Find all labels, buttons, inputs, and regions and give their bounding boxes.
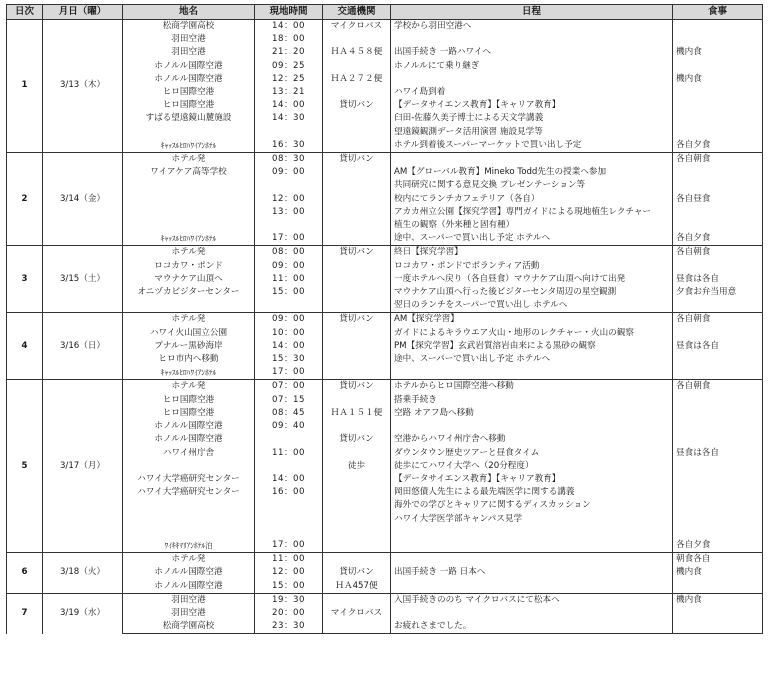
- header-schedule: 日程: [391, 5, 673, 20]
- transport-cell: [323, 232, 391, 246]
- time-cell: 14：00: [255, 20, 323, 34]
- meal-cell: [673, 460, 763, 473]
- table-row: [7, 153, 763, 167]
- place-cell: [123, 299, 255, 313]
- day-number: 1: [7, 20, 43, 153]
- time-cell: 09：00: [255, 313, 323, 327]
- schedule-cell: [391, 580, 673, 594]
- place-cell: ホノルル国際空港: [123, 60, 255, 73]
- time-cell: [255, 179, 323, 192]
- place-cell: ホノルル国際空港: [123, 420, 255, 433]
- place-cell: [123, 126, 255, 139]
- transport-cell: [323, 394, 391, 407]
- place-cell: ハワイ火山国立公園: [123, 327, 255, 340]
- time-cell: 16：00: [255, 486, 323, 499]
- itinerary-table: [6, 4, 763, 634]
- schedule-cell: マウナケア山頂へ行った後ビジターセンタ周辺の星空観測: [391, 286, 673, 299]
- transport-cell: [323, 473, 391, 486]
- time-cell: [255, 499, 323, 512]
- place-cell: ホテル発: [123, 553, 255, 567]
- schedule-cell: [391, 366, 673, 380]
- meal-cell: [673, 86, 763, 99]
- meal-cell: [673, 420, 763, 433]
- schedule-cell: ダウンタウン歴史ツアーと昼食タイム: [391, 447, 673, 460]
- meal-cell: [673, 499, 763, 512]
- transport-cell: [323, 166, 391, 179]
- transport-cell: [323, 33, 391, 46]
- transport-cell: [323, 179, 391, 192]
- transport-cell: 貸切バン: [323, 246, 391, 260]
- time-cell: 13：21: [255, 86, 323, 99]
- schedule-cell: ロコカワ・ポンドでボランティア活動: [391, 260, 673, 273]
- meal-cell: [673, 219, 763, 232]
- time-cell: 08：00: [255, 246, 323, 260]
- transport-cell: ＨＡ457便: [323, 580, 391, 594]
- transport-cell: [323, 60, 391, 73]
- time-cell: [255, 126, 323, 139]
- transport-cell: [323, 219, 391, 232]
- table-row: [7, 313, 763, 327]
- meal-cell: [673, 366, 763, 380]
- place-cell: [123, 499, 255, 512]
- schedule-cell: 終日【探究学習】: [391, 246, 673, 260]
- schedule-cell: ガイドによるキラウエア火山・地形のレクチャー・火山の観察: [391, 327, 673, 340]
- meal-cell: [673, 486, 763, 499]
- time-cell: 11：00: [255, 273, 323, 286]
- schedule-cell: 出国手続き 一路ハワイへ: [391, 46, 673, 59]
- meal-cell: 各自朝食: [673, 246, 763, 260]
- meal-cell: 各自昼食: [673, 193, 763, 206]
- schedule-cell: [391, 153, 673, 167]
- meal-cell: [673, 607, 763, 620]
- schedule-cell: 【データサイエンス教育】【キャリア教育】: [391, 99, 673, 112]
- schedule-cell: ホテル到着後スーパーマーケットで買い出し予定: [391, 139, 673, 153]
- meal-cell: 各自朝食: [673, 153, 763, 167]
- time-cell: 10：00: [255, 327, 323, 340]
- meal-cell: 機内食: [673, 46, 763, 59]
- place-cell: ｷｬｯｽﾙﾋﾛﾊﾜｲｱﾝﾎﾃﾙ: [123, 366, 255, 380]
- schedule-cell: AM【探究学習】: [391, 313, 673, 327]
- schedule-cell: 共同研究に関する意見交換 プレゼンテーション等: [391, 179, 673, 192]
- place-cell: プナルー黒砂海岸: [123, 340, 255, 353]
- time-cell: 14：30: [255, 112, 323, 125]
- transport-cell: [323, 593, 391, 607]
- transport-cell: 貸切バン: [323, 566, 391, 579]
- meal-cell: [673, 166, 763, 179]
- transport-cell: 貸切バン: [323, 433, 391, 446]
- meal-cell: 機内食: [673, 73, 763, 86]
- meal-cell: [673, 620, 763, 634]
- transport-cell: [323, 139, 391, 153]
- schedule-cell: PM【探究学習】玄武岩質溶岩由来による黒砂の観察: [391, 340, 673, 353]
- meal-cell: [673, 526, 763, 539]
- schedule-cell: 植生の観察（外来種と固有種）: [391, 219, 673, 232]
- meal-cell: [673, 179, 763, 192]
- place-cell: [123, 219, 255, 232]
- place-cell: ホテル発: [123, 380, 255, 394]
- schedule-cell: 学校から羽田空港へ: [391, 20, 673, 34]
- schedule-cell: 途中、スーパーで買い出し予定 ホテルへ: [391, 353, 673, 366]
- time-cell: 11：00: [255, 553, 323, 567]
- meal-cell: 各自朝食: [673, 313, 763, 327]
- time-cell: [255, 299, 323, 313]
- time-cell: 17：00: [255, 232, 323, 246]
- transport-cell: [323, 353, 391, 366]
- place-cell: ﾜｲｷｷﾏﾘｱﾝﾎﾃﾙ泊: [123, 539, 255, 553]
- day-number: 6: [7, 553, 43, 594]
- schedule-cell: AM【グローバル教育】Mineko Todd先生の授業へ参加: [391, 166, 673, 179]
- time-cell: 15：00: [255, 580, 323, 594]
- place-cell: ロコカワ・ポンド: [123, 260, 255, 273]
- table-row: [7, 380, 763, 394]
- meal-cell: [673, 353, 763, 366]
- schedule-cell: ハワイ大学医学部キャンパス見学: [391, 513, 673, 526]
- day-number: 2: [7, 153, 43, 246]
- meal-cell: [673, 206, 763, 219]
- meal-cell: 昼食は各自: [673, 273, 763, 286]
- meal-cell: [673, 99, 763, 112]
- schedule-cell: ホテルからヒロ国際空港へ移動: [391, 380, 673, 394]
- place-cell: ホテル発: [123, 246, 255, 260]
- meal-cell: [673, 60, 763, 73]
- schedule-cell: 入国手続きののち マイクロバスにて松本へ: [391, 593, 673, 607]
- time-cell: 12：00: [255, 566, 323, 579]
- day-date: 3/13（木）: [43, 20, 123, 153]
- place-cell: 松商学園高校: [123, 20, 255, 34]
- time-cell: 09：00: [255, 166, 323, 179]
- day-number: 4: [7, 313, 43, 380]
- table-row: [7, 553, 763, 567]
- schedule-cell: 空港からハワイ州庁舎へ移動: [391, 433, 673, 446]
- schedule-cell: 出国手続き 一路 日本へ: [391, 566, 673, 579]
- schedule-cell: 校内にてランチカフェテリア（各自）: [391, 193, 673, 206]
- time-cell: 21：20: [255, 46, 323, 59]
- time-cell: 16：30: [255, 139, 323, 153]
- place-cell: ヒロ国際空港: [123, 394, 255, 407]
- time-cell: [255, 526, 323, 539]
- transport-cell: [323, 206, 391, 219]
- place-cell: [123, 513, 255, 526]
- header-meal: 食事: [673, 5, 763, 20]
- transport-cell: [323, 447, 391, 460]
- place-cell: [123, 179, 255, 192]
- time-cell: [255, 513, 323, 526]
- time-cell: 09：25: [255, 60, 323, 73]
- place-cell: ヒロ国際空港: [123, 407, 255, 420]
- time-cell: 08：30: [255, 153, 323, 167]
- meal-cell: [673, 33, 763, 46]
- schedule-cell: ハワイ島到着: [391, 86, 673, 99]
- schedule-cell: 一度ホテルへ戻り（各自昼食）マウナケア山頂へ向けて出発: [391, 273, 673, 286]
- transport-cell: [323, 420, 391, 433]
- meal-cell: [673, 327, 763, 340]
- transport-cell: [323, 286, 391, 299]
- header-transport: 交通機関: [323, 5, 391, 20]
- time-cell: 12：00: [255, 193, 323, 206]
- time-cell: 09：40: [255, 420, 323, 433]
- place-cell: ヒロ国際空港: [123, 86, 255, 99]
- meal-cell: 夕食お弁当用意: [673, 286, 763, 299]
- day-date: 3/18（火）: [43, 553, 123, 594]
- day-date: 3/19（水）: [43, 593, 123, 634]
- transport-cell: 貸切バン: [323, 380, 391, 394]
- meal-cell: [673, 473, 763, 486]
- transport-cell: [323, 486, 391, 499]
- meal-cell: [673, 433, 763, 446]
- transport-cell: マイクロバス: [323, 20, 391, 34]
- itinerary-body: [7, 20, 763, 634]
- meal-cell: [673, 299, 763, 313]
- time-cell: 07：00: [255, 380, 323, 394]
- schedule-cell: お疲れさまでした。: [391, 620, 673, 634]
- day-number: 3: [7, 246, 43, 313]
- meal-cell: [673, 513, 763, 526]
- day-date: 3/14（金）: [43, 153, 123, 246]
- time-cell: 23：30: [255, 620, 323, 634]
- place-cell: ホノルル国際空港: [123, 73, 255, 86]
- transport-cell: ＨＡ４５８便: [323, 46, 391, 59]
- place-cell: ホテル発: [123, 313, 255, 327]
- time-cell: 14：00: [255, 473, 323, 486]
- place-cell: マウナケア山頂へ: [123, 273, 255, 286]
- meal-cell: [673, 407, 763, 420]
- time-cell: 19：30: [255, 593, 323, 607]
- place-cell: [123, 460, 255, 473]
- transport-cell: 貸切バン: [323, 99, 391, 112]
- time-cell: 15：30: [255, 353, 323, 366]
- meal-cell: [673, 112, 763, 125]
- schedule-cell: [391, 33, 673, 46]
- time-cell: 11：00: [255, 447, 323, 460]
- schedule-cell: 岡田悠債人先生による最先端医学に関する講義: [391, 486, 673, 499]
- day-number: 5: [7, 380, 43, 553]
- transport-cell: [323, 620, 391, 634]
- place-cell: ヒロ市内へ移動: [123, 353, 255, 366]
- place-cell: オニヅカビジターセンター: [123, 286, 255, 299]
- transport-cell: マイクロバス: [323, 607, 391, 620]
- transport-cell: ＨＡ２７２便: [323, 73, 391, 86]
- transport-cell: [323, 553, 391, 567]
- day-date: 3/15（土）: [43, 246, 123, 313]
- place-cell: すばる望遠鏡山麓施設: [123, 112, 255, 125]
- meal-cell: [673, 394, 763, 407]
- schedule-cell: [391, 420, 673, 433]
- place-cell: ｷｬｯｽﾙﾋﾛﾊﾜｲｱﾝﾎﾃﾙ: [123, 139, 255, 153]
- time-cell: [255, 460, 323, 473]
- meal-cell: 昼食は各自: [673, 340, 763, 353]
- meal-cell: [673, 20, 763, 34]
- meal-cell: 各自夕食: [673, 139, 763, 153]
- place-cell: ハワイ州庁舎: [123, 447, 255, 460]
- meal-cell: 機内食: [673, 566, 763, 579]
- meal-cell: 各自夕食: [673, 539, 763, 553]
- schedule-cell: [391, 539, 673, 553]
- time-cell: 17：00: [255, 539, 323, 553]
- schedule-cell: ホノルルにて乗り継ぎ: [391, 60, 673, 73]
- place-cell: ホノルル国際空港: [123, 433, 255, 446]
- schedule-cell: 【データサイエンス教育】【キャリア教育】: [391, 473, 673, 486]
- meal-cell: 朝食各自: [673, 553, 763, 567]
- transport-cell: [323, 112, 391, 125]
- time-cell: 20：00: [255, 607, 323, 620]
- transport-cell: [323, 526, 391, 539]
- schedule-cell: 徒歩にてハワイ大学へ（20分程度）: [391, 460, 673, 473]
- place-cell: 羽田空港: [123, 593, 255, 607]
- place-cell: ホノルル国際空港: [123, 580, 255, 594]
- place-cell: ｷｬｯｽﾙﾋﾛﾊﾜｲｱﾝﾎﾃﾙ: [123, 232, 255, 246]
- place-cell: ホテル発: [123, 153, 255, 167]
- time-cell: 12：25: [255, 73, 323, 86]
- time-cell: [255, 433, 323, 446]
- transport-cell: [323, 273, 391, 286]
- place-cell: [123, 526, 255, 539]
- time-cell: 14：00: [255, 99, 323, 112]
- transport-cell: [323, 499, 391, 512]
- schedule-cell: 海外での学びとキャリアに関するディスカッション: [391, 499, 673, 512]
- time-cell: 13：00: [255, 206, 323, 219]
- transport-cell: 貸切バン: [323, 313, 391, 327]
- place-cell: ハワイ大学癌研究センター: [123, 486, 255, 499]
- day-date: 3/16（日）: [43, 313, 123, 380]
- header-row: [7, 5, 763, 20]
- place-cell: 羽田空港: [123, 607, 255, 620]
- time-cell: 08：45: [255, 407, 323, 420]
- time-cell: 17：00: [255, 366, 323, 380]
- table-row: [7, 593, 763, 607]
- transport-cell: [323, 260, 391, 273]
- place-cell: 松商学園高校: [123, 620, 255, 634]
- transport-cell: 貸切バン: [323, 153, 391, 167]
- meal-cell: 昼食は各自: [673, 447, 763, 460]
- transport-cell: [323, 513, 391, 526]
- transport-cell: [323, 539, 391, 553]
- transport-cell: [323, 366, 391, 380]
- place-cell: [123, 193, 255, 206]
- schedule-cell: 望遠鏡観測データ活用演習 施設見学等: [391, 126, 673, 139]
- schedule-cell: [391, 553, 673, 567]
- header-place: 地名: [123, 5, 255, 20]
- header-date: 月日（曜）: [43, 5, 123, 20]
- schedule-cell: アカカ州立公園【探究学習】専門ガイドによる現地植生レクチャー: [391, 206, 673, 219]
- schedule-cell: 空路 オアフ島へ移動: [391, 407, 673, 420]
- time-cell: 15：00: [255, 286, 323, 299]
- transport-cell: ＨＡ１５１便: [323, 407, 391, 420]
- time-cell: [255, 219, 323, 232]
- meal-cell: [673, 126, 763, 139]
- schedule-cell: [391, 73, 673, 86]
- place-cell: 羽田空港: [123, 46, 255, 59]
- header-time: 現地時間: [255, 5, 323, 20]
- time-cell: 14：00: [255, 340, 323, 353]
- transport-cell: [323, 86, 391, 99]
- time-cell: 09：00: [255, 260, 323, 273]
- place-cell: ホノルル国際空港: [123, 566, 255, 579]
- day-date: 3/17（月）: [43, 380, 123, 553]
- schedule-cell: 搭乗手続き: [391, 394, 673, 407]
- transport-cell: [323, 327, 391, 340]
- meal-cell: [673, 580, 763, 594]
- schedule-cell: 臼田-佐藤久美子博士による天文学講義: [391, 112, 673, 125]
- header-day: 日次: [7, 5, 43, 20]
- table-row: [7, 20, 763, 34]
- place-cell: ヒロ国際空港: [123, 99, 255, 112]
- transport-cell: 徒歩: [323, 460, 391, 473]
- transport-cell: [323, 126, 391, 139]
- schedule-cell: [391, 607, 673, 620]
- transport-cell: [323, 193, 391, 206]
- place-cell: 羽田空港: [123, 33, 255, 46]
- meal-cell: 機内食: [673, 593, 763, 607]
- day-number: 7: [7, 593, 43, 634]
- time-cell: 07：15: [255, 394, 323, 407]
- table-row: [7, 246, 763, 260]
- schedule-cell: [391, 526, 673, 539]
- meal-cell: 各自夕食: [673, 232, 763, 246]
- schedule-cell: 途中、スーパーで買い出し予定 ホテルへ: [391, 232, 673, 246]
- transport-cell: [323, 299, 391, 313]
- transport-cell: [323, 340, 391, 353]
- place-cell: [123, 206, 255, 219]
- place-cell: ハワイ大学癌研究センター: [123, 473, 255, 486]
- schedule-cell: 翌日のランチをスーパーで買い出し ホテルへ: [391, 299, 673, 313]
- place-cell: ワイアケア高等学校: [123, 166, 255, 179]
- meal-cell: [673, 260, 763, 273]
- time-cell: 18：00: [255, 33, 323, 46]
- meal-cell: 各自朝食: [673, 380, 763, 394]
